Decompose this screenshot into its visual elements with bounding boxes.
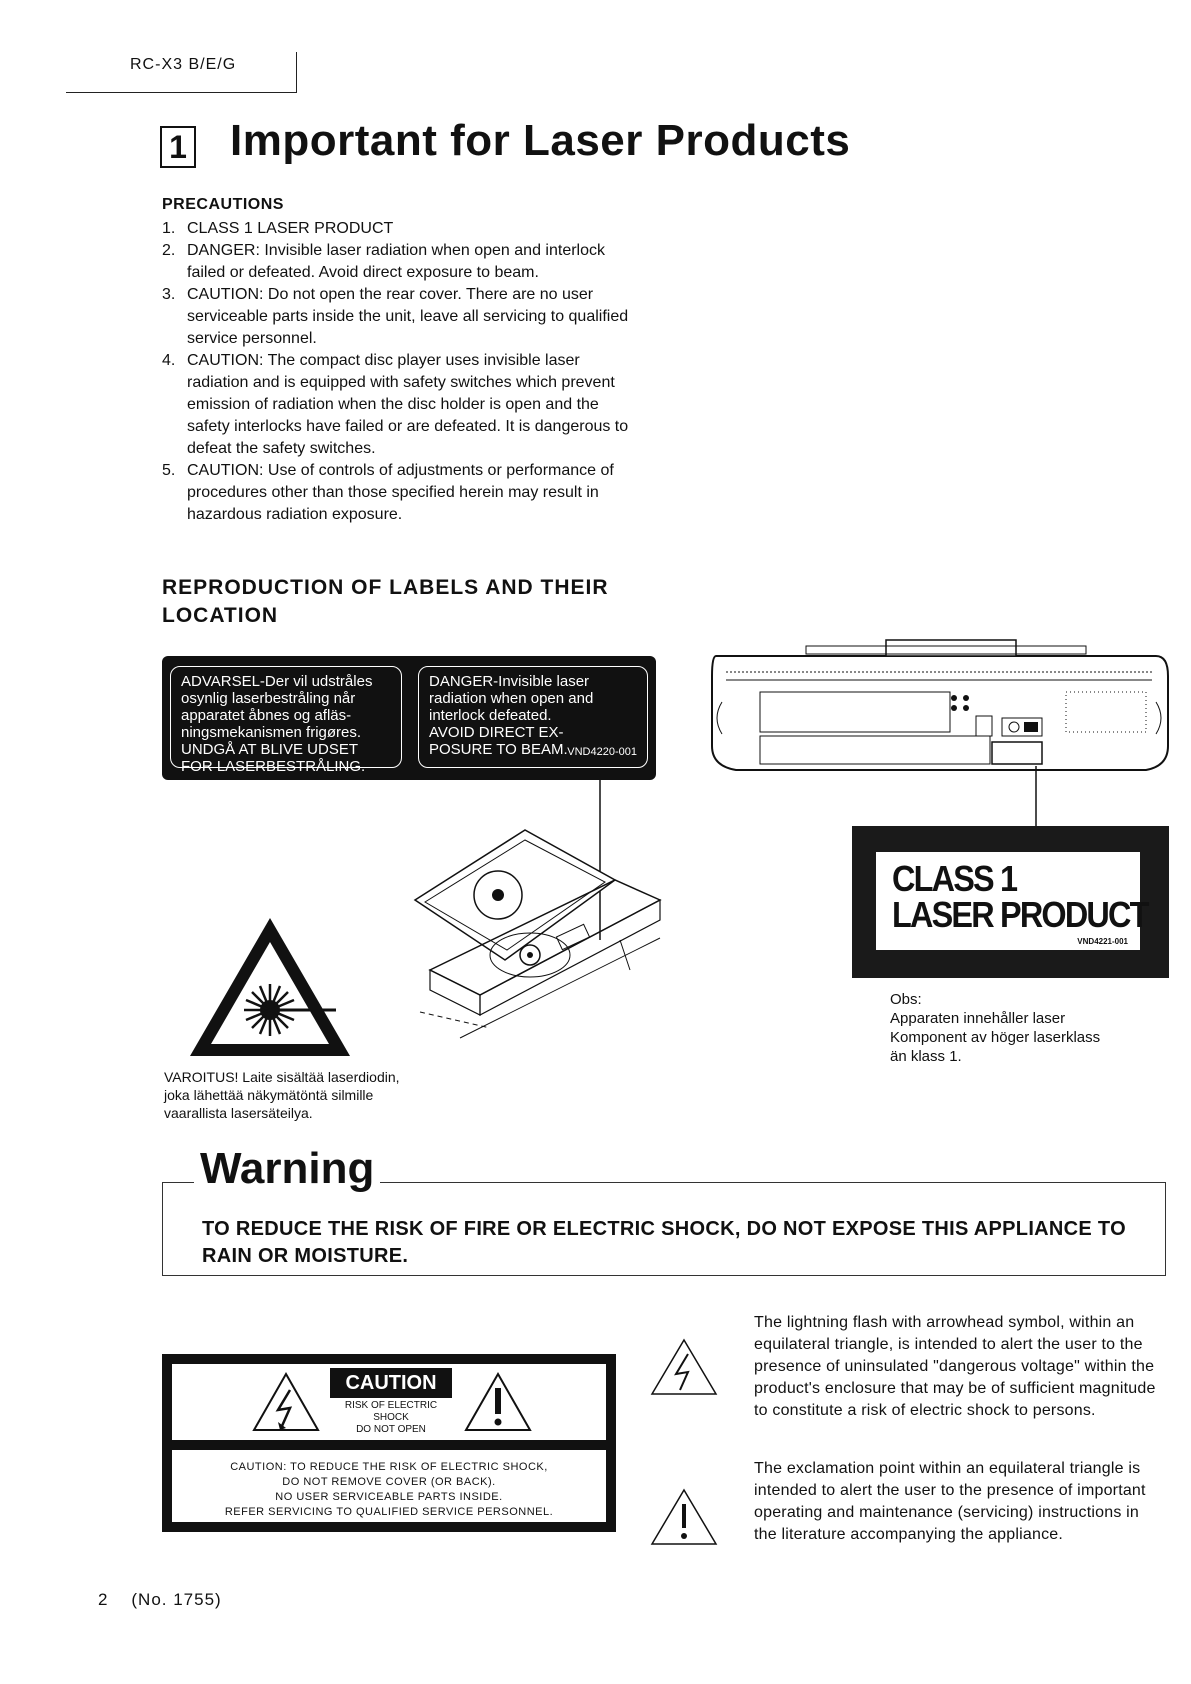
model-number: RC-X3 B/E/G [130, 56, 237, 73]
danger-label-panel [162, 656, 656, 780]
danish-label: ADVARSEL-Der vil udstråles osynlig laserbestråling når apparatet åbnes og afläs- ningsmekanismen frigøres. UNDGÅ AT BLIVE UDSET FOR LASERBESTRÅLING. [170, 666, 402, 768]
header-rule [66, 92, 296, 93]
english-label: DANGER-Invisible laser radiation when open and interlock defeated. AVOID DIRECT EX- POSURE TO BEAM. VND4220-001 [418, 666, 648, 768]
caution-sub: RISK OF ELECTRIC SHOCK DO NOT OPEN [344, 1400, 438, 1435]
warning-text: TO REDUCE THE RISK OF FIRE OR ELECTRIC SHOCK, DO NOT EXPOSE THIS APPLIANCE TO RAIN OR MOISTURE. [202, 1218, 1126, 1267]
list-item: 2. DANGER: Invisible laser radiation when open and interlock failed or defeated. Avoid direct exposure to beam. [162, 242, 605, 281]
exclamation-triangle-icon [462, 1370, 534, 1434]
class-label-code: VND4221-001 [1077, 937, 1128, 946]
class-1-label [852, 826, 1169, 978]
page-title: Important for Laser Products [230, 116, 851, 165]
list-item: 5. CAUTION: Use of controls of adjustments or performance of procedures other than those specified herein may result in hazardous radiation exposure. [162, 462, 614, 523]
label-code: VND4220-001 [567, 746, 637, 758]
page-footer [98, 1590, 222, 1610]
finnish-note: VAROITUS! Laite sisältää laserdiodin, joka lähettää näkymätöntä silmille vaarallista lasersäteilya. [164, 1069, 400, 1121]
lightning-triangle-icon [250, 1370, 322, 1434]
boombox-rear-illustration [706, 636, 1172, 836]
lightning-description: The lightning flash with arrowhead symbol, within an equilateral triangle, is intended to alert the user to the presence of uninsulated "dangerous voltage" within the product's enclosure that may be of sufficient magnitude to constitute a risk of electric shock to persons. [754, 1314, 1156, 1419]
precautions-heading: PRECAUTIONS [162, 196, 284, 213]
lightning-triangle-icon [650, 1336, 720, 1398]
caution-label [162, 1354, 616, 1532]
doc-number: (No. 1755) [131, 1590, 222, 1609]
caution-title: CAUTION [330, 1368, 452, 1398]
list-item: 1. CLASS 1 LASER PRODUCT [162, 220, 394, 237]
caution-text: CAUTION: TO REDUCE THE RISK OF ELECTRIC SHOCK, DO NOT REMOVE COVER (OR BACK). NO USER SERVICEABLE PARTS INSIDE. REFER SERVICING TO QUALIFIED SERVICE PERSONNEL. [172, 1450, 606, 1522]
header-rule-vertical [296, 52, 297, 93]
section-number: 1 [160, 126, 196, 168]
precautions-list [162, 218, 638, 526]
class-label-line1: CLASS 1 [892, 858, 1017, 899]
list-item: 4. CAUTION: The compact disc player uses invisible laser radiation and is equipped with safety switches which prevent emission of radiation when the disc holder is open and the safety interlocks have failed or are defeated. It is dangerous to defeat the safety switches. [162, 352, 629, 457]
class-label-line2: LASER PRODUCT [892, 894, 1148, 935]
swedish-note: Obs: Apparaten innehåller laser Komponent av höger laserklass än klass 1. [890, 991, 1101, 1065]
exclamation-triangle-icon [650, 1486, 720, 1548]
laser-warning-icon [186, 914, 354, 1060]
list-item: 3. CAUTION: Do not open the rear cover. There are no user serviceable parts inside the unit, leave all servicing to qualified service personnel. [162, 286, 629, 347]
exclamation-description: The exclamation point within an equilateral triangle is intended to alert the user to the presence of important operating and maintenance (servicing) instructions in the literature accompanying the appliance. [754, 1460, 1146, 1543]
warning-title: Warning [194, 1144, 380, 1194]
page-number: 2 [98, 1590, 109, 1609]
reproduction-heading: REPRODUCTION OF LABELS AND THEIR LOCATION [162, 576, 609, 627]
